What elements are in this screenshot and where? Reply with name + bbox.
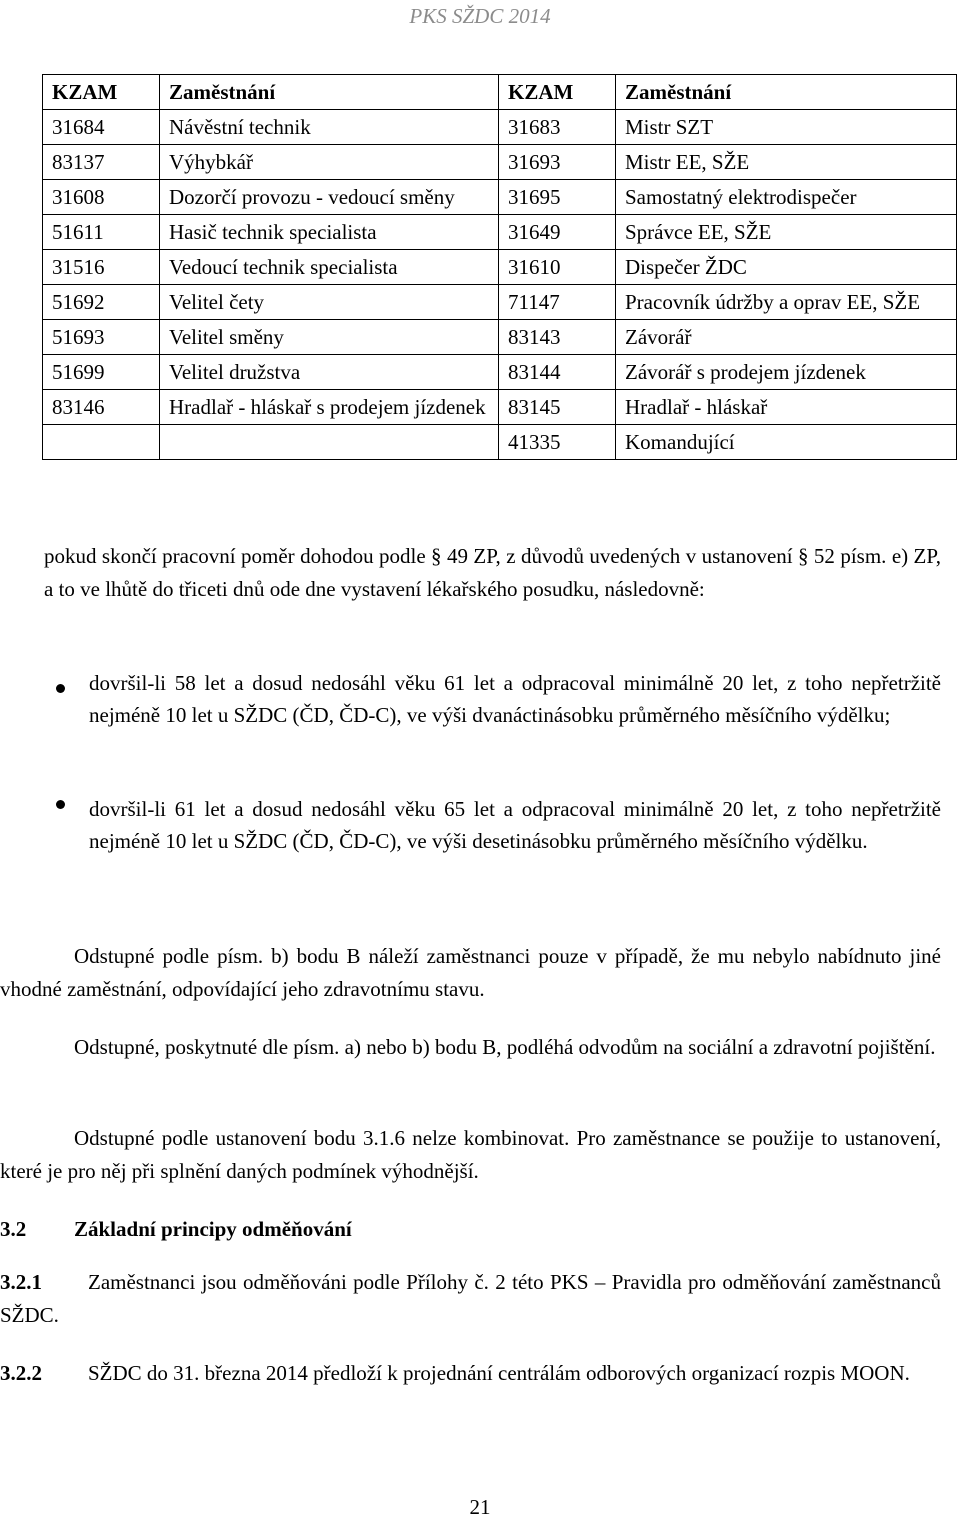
- occupation-cell: Návěstní technik: [160, 110, 499, 145]
- paragraph: Odstupné, poskytnuté dle písm. a) nebo b) bodu B, podléhá odvodům na sociální a zdravotní pojištění.: [74, 1035, 936, 1059]
- clause: [0, 1266, 941, 1332]
- occupation-cell: Dispečer ŽDC: [616, 250, 957, 285]
- clause: [0, 1357, 941, 1390]
- table-row: [43, 145, 957, 180]
- table-row: [43, 215, 957, 250]
- kzam-code-cell: 51692: [43, 285, 160, 320]
- kzam-code-cell: 83143: [499, 320, 616, 355]
- occupation-cell: Mistr EE, SŽE: [616, 145, 957, 180]
- occupation-cell: Závorář s prodejem jízdenek: [616, 355, 957, 390]
- kzam-code-cell: 51611: [43, 215, 160, 250]
- section-title: Základní principy odměňování: [74, 1217, 352, 1241]
- table-row: [43, 180, 957, 215]
- occupation-cell: Hasič technik specialista: [160, 215, 499, 250]
- occupation-cell: Správce EE, SŽE: [616, 215, 957, 250]
- bullet-item: dovršil-li 61 let a dosud nedosáhl věku 65 let a odpracoval minimálně 20 let, z toho nepřetržitě nejméně 10 let u SŽDC (ČD, ČD-C), ve výši desetinásobku průměrného měsíčního výdělku.: [89, 797, 941, 853]
- kzam-code-cell: 83145: [499, 390, 616, 425]
- occupation-cell: Dozorčí provozu - vedoucí směny: [160, 180, 499, 215]
- clause-number: 3.2.2: [0, 1361, 42, 1385]
- table-row: [43, 320, 957, 355]
- clause-number: 3.2.1: [0, 1270, 42, 1294]
- occupation-cell: Velitel družstva: [160, 355, 499, 390]
- section-heading: [0, 1213, 352, 1246]
- table-row: [43, 390, 957, 425]
- clause-text: SŽDC do 31. března 2014 předloží k projednání centrálám odborových organizací rozpis MOON.: [88, 1361, 910, 1385]
- header-cell-occupation: Zaměstnání: [160, 75, 499, 110]
- kzam-code-cell: 31516: [43, 250, 160, 285]
- header-cell-kzam-2: KZAM: [499, 75, 616, 110]
- kzam-table: [42, 74, 957, 460]
- occupation-cell: Hradlař - hláskař s prodejem jízdenek: [160, 390, 499, 425]
- kzam-code-cell: 31693: [499, 145, 616, 180]
- kzam-code-cell: 31610: [499, 250, 616, 285]
- page-header: PKS SŽDC 2014: [409, 4, 551, 28]
- table-header-row: [43, 75, 957, 110]
- kzam-code-cell: 31608: [43, 180, 160, 215]
- header-cell-occupation-2: Zaměstnání: [616, 75, 957, 110]
- bullet-icon: [52, 679, 70, 697]
- kzam-code-cell: 31683: [499, 110, 616, 145]
- bullet-icon: [52, 795, 70, 813]
- bullet-item: dovršil-li 58 let a dosud nedosáhl věku 61 let a odpracoval minimálně 20 let, z toho nepřetržitě nejméně 10 let u SŽDC (ČD, ČD-C), ve výši dvanáctinásobku průměrného měsíčního výdělku;: [89, 671, 941, 727]
- kzam-code-cell: 51693: [43, 320, 160, 355]
- table-row: [43, 425, 957, 460]
- table-row: [43, 355, 957, 390]
- table-row: [43, 285, 957, 320]
- occupation-cell: Hradlař - hláskař: [616, 390, 957, 425]
- clause-text: Zaměstnanci jsou odměňováni podle Přílohy č. 2 této PKS – Pravidla pro odměňování zaměstnanců SŽDC.: [0, 1270, 941, 1327]
- occupation-cell: Závorář: [616, 320, 957, 355]
- occupation-cell: Komandující: [616, 425, 957, 460]
- page-number: 21: [469, 1495, 491, 1519]
- table-row: [43, 110, 957, 145]
- occupation-cell: Velitel čety: [160, 285, 499, 320]
- kzam-code-cell: 41335: [499, 425, 616, 460]
- table-row: [43, 250, 957, 285]
- section-number: 3.2: [0, 1217, 27, 1241]
- occupation-cell: Pracovník údržby a oprav EE, SŽE: [616, 285, 957, 320]
- occupation-cell: [160, 425, 499, 460]
- occupation-cell: Mistr SZT: [616, 110, 957, 145]
- kzam-code-cell: 83137: [43, 145, 160, 180]
- header-cell-kzam: KZAM: [43, 75, 160, 110]
- kzam-code-cell: 31649: [499, 215, 616, 250]
- kzam-code-cell: 31695: [499, 180, 616, 215]
- occupation-cell: Velitel směny: [160, 320, 499, 355]
- occupation-cell: Výhybkář: [160, 145, 499, 180]
- paragraph: Odstupné podle písm. b) bodu B náleží zaměstnanci pouze v případě, že mu nebylo nabídnuto jiné vhodné zaměstnání, odpovídající jeho zdravotnímu stavu.: [0, 944, 941, 1001]
- kzam-code-cell: 51699: [43, 355, 160, 390]
- occupation-cell: Vedoucí technik specialista: [160, 250, 499, 285]
- kzam-code-cell: 83146: [43, 390, 160, 425]
- kzam-code-cell: 83144: [499, 355, 616, 390]
- intro-paragraph: pokud skončí pracovní poměr dohodou podle § 49 ZP, z důvodů uvedených v ustanovení § 52 písm. e) ZP, a to ve lhůtě do třiceti dnů ode dne vystavení lékařského posudku, následovně:: [44, 544, 941, 601]
- kzam-code-cell: 71147: [499, 285, 616, 320]
- kzam-code-cell: [43, 425, 160, 460]
- kzam-code-cell: 31684: [43, 110, 160, 145]
- occupation-cell: Samostatný elektrodispečer: [616, 180, 957, 215]
- paragraph: Odstupné podle ustanovení bodu 3.1.6 nelze kombinovat. Pro zaměstnance se použije to ustanovení, které je pro něj při splnění daných podmínek výhodnější.: [0, 1126, 941, 1183]
